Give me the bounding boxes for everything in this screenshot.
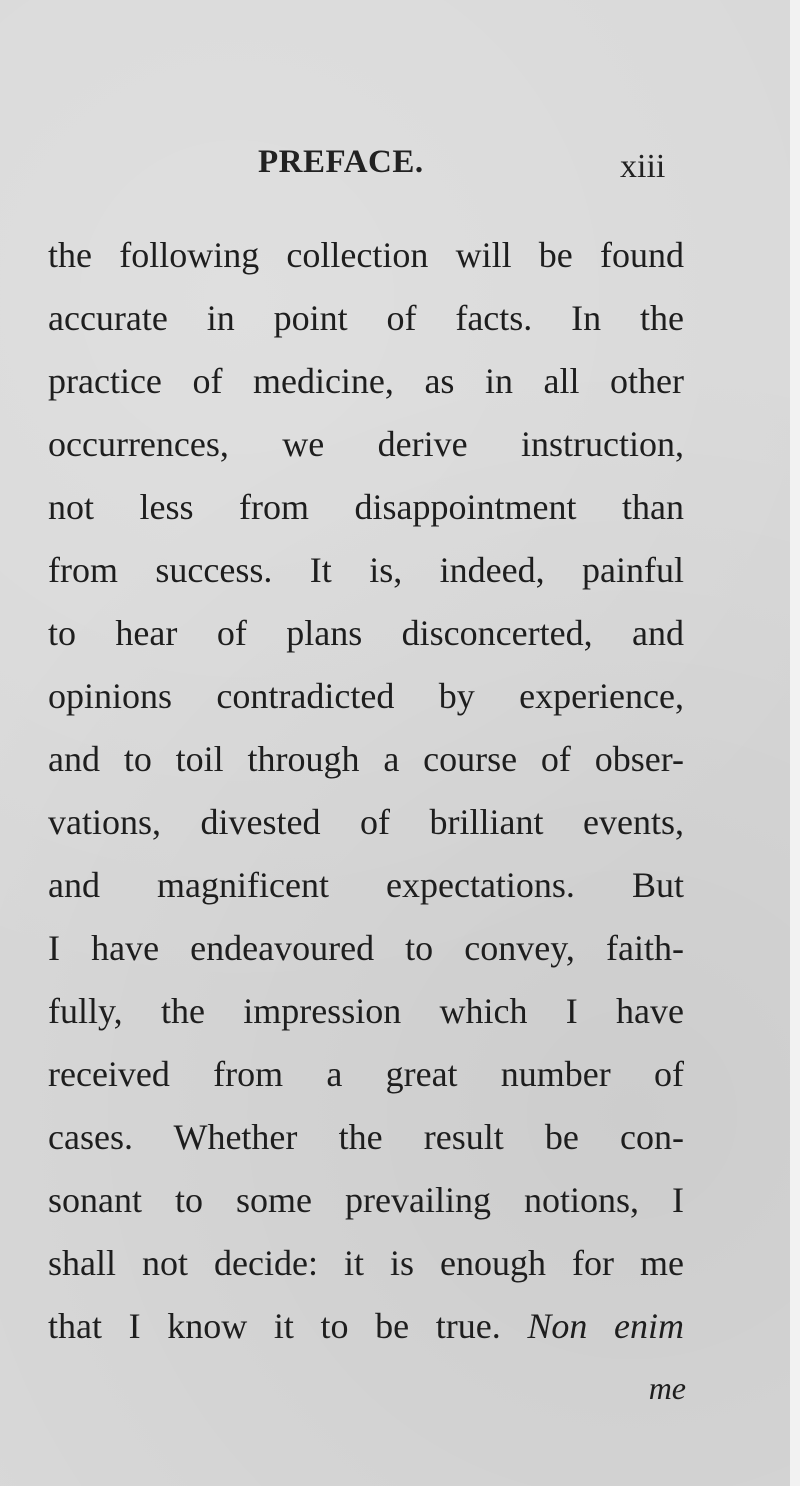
catchword: me (648, 1370, 686, 1406)
text-line: cases. Whether the result be con- (48, 1117, 684, 1157)
text-line: and magnificent expectations. But (48, 865, 684, 905)
text-line: fully, the impression which I have (48, 991, 684, 1031)
text-line: occurrences, we derive instruction, (48, 424, 684, 464)
last-line-italic: Non enim (527, 1306, 684, 1346)
text-line: sonant to some prevailing notions, I (48, 1180, 684, 1220)
text-line: not less from disappointment than (48, 487, 684, 527)
text-line: accurate in point of facts. In the (48, 298, 684, 338)
text-line: to hear of plans disconcerted, and (48, 613, 684, 653)
text-line: the following collection will be found (48, 235, 684, 275)
text-line: vations, divested of brilliant events, (48, 802, 684, 842)
text-line: shall not decide: it is enough for me (48, 1243, 684, 1283)
text-line: received from a great number of (48, 1054, 684, 1094)
text-line: practice of medicine, as in all other (48, 361, 684, 401)
last-line-roman: that I know it to be true. (48, 1306, 501, 1346)
running-title: PREFACE. (258, 144, 424, 180)
body-text (48, 224, 684, 1358)
page-number: xiii (620, 148, 666, 185)
page-header (0, 140, 790, 196)
page-edge (790, 0, 800, 1486)
text-line-last (48, 1295, 684, 1358)
text-line: from success. It is, indeed, painful (48, 550, 684, 590)
text-line: and to toil through a course of obser- (48, 739, 684, 779)
text-line: opinions contradicted by experience, (48, 676, 684, 716)
text-line: I have endeavoured to convey, faith- (48, 928, 684, 968)
